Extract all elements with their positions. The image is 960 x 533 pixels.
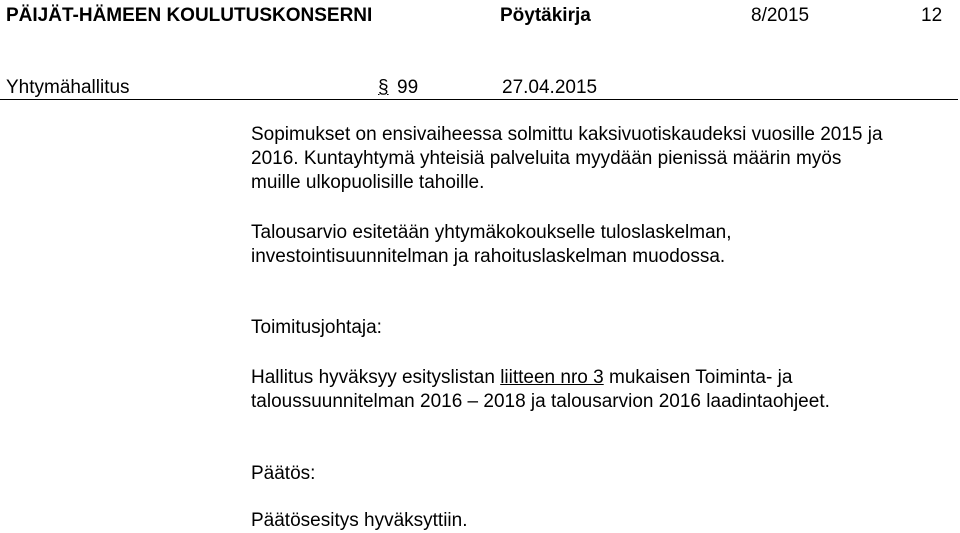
paragraph-contracts (251, 123, 883, 195)
header-divider (0, 99, 958, 100)
attachment-link[interactable]: liitteen nro 3 (500, 367, 604, 388)
document-type: Pöytäkirja (500, 5, 591, 26)
section-number: 99 (397, 77, 419, 98)
paragraph-line: Talousarvio esitetään yhtymäkokoukselle tuloslaskelman, (251, 222, 732, 243)
organization-name: PÄIJÄT-HÄMEEN KOULUTUSKONSERNI (6, 5, 373, 26)
page-number: 12 (921, 5, 943, 26)
section-symbol: § (378, 77, 389, 98)
governing-body: Yhtymähallitus (6, 77, 130, 98)
paragraph-line: 2016. Kuntayhtymä yhteisiä palveluita myydään pienissä määrin myös (251, 148, 842, 169)
paragraph-line: Sopimukset on ensivaiheessa solmittu kaksivuotiskaudeksi vuosille 2015 ja (251, 124, 883, 145)
proposal-line: taloussuunnitelman 2016 – 2018 ja talousarvion 2016 laadintaohjeet. (251, 391, 830, 412)
proposer-label: Toimitusjohtaja: (251, 317, 382, 338)
meeting-date: 27.04.2015 (502, 77, 598, 98)
paragraph-line: muille ulkopuolisille tahoille. (251, 172, 485, 193)
paragraph-line: investointisuunnitelman ja rahoituslaskelman muodossa. (251, 246, 726, 267)
proposal-text (251, 366, 830, 414)
document-number: 8/2015 (751, 5, 810, 26)
decision-text: Päätösesitys hyväksyttiin. (251, 510, 468, 531)
proposal-line (251, 366, 830, 390)
proposal-pre: Hallitus hyväksyy esityslistan (251, 367, 501, 388)
decision-label: Päätös: (251, 463, 316, 484)
paragraph-budget (251, 221, 732, 269)
proposal-post: mukaisen Toiminta- ja (603, 367, 793, 388)
